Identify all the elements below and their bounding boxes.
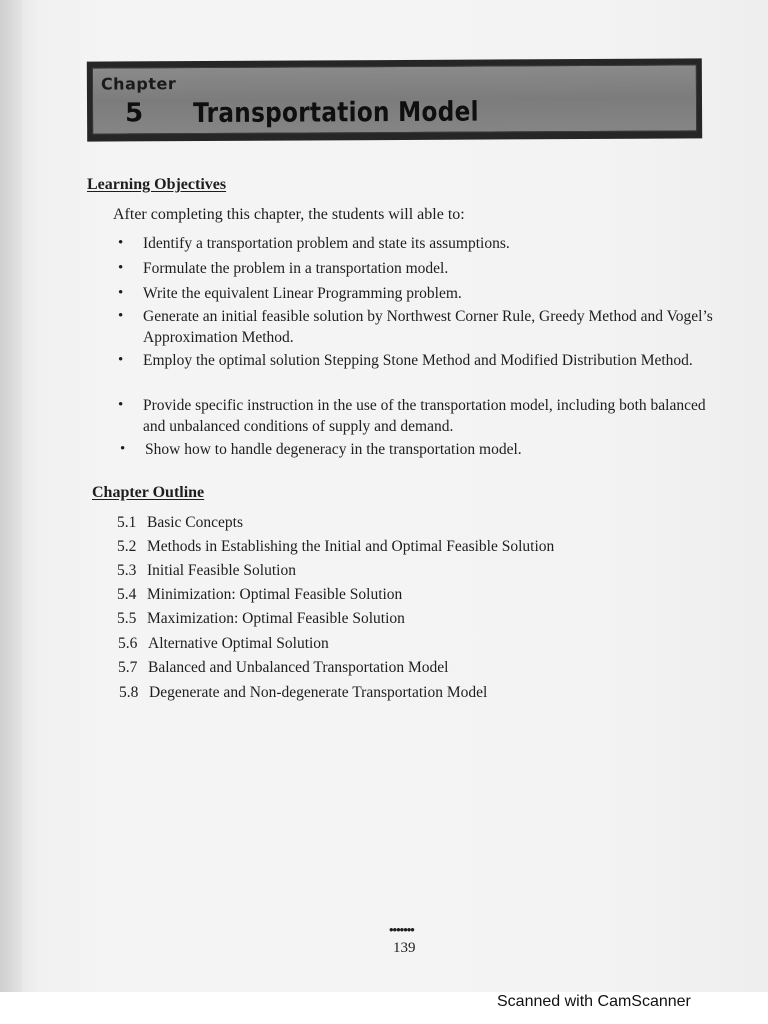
- objective-text: Identify a transportation problem and state its assumptions.: [143, 235, 510, 252]
- bullet-icon: •: [118, 260, 124, 276]
- outline-item: [117, 514, 243, 532]
- outline-item: [119, 684, 487, 702]
- page-number: 139: [393, 940, 416, 956]
- outline-title: Alternative Optimal Solution: [148, 635, 329, 652]
- outline-number: 5.2: [117, 538, 137, 555]
- outline-number: 5.3: [117, 562, 137, 579]
- objective-item: [118, 233, 713, 254]
- learning-objectives-heading: Learning Objectives: [87, 176, 227, 193]
- outline-item: [118, 635, 329, 653]
- page-number-dots: •••••••: [389, 922, 414, 937]
- objective-item: [118, 258, 713, 279]
- chapter-number: 5: [124, 98, 144, 129]
- outline-number: 5.8: [119, 684, 139, 701]
- outline-number: 5.1: [117, 514, 137, 531]
- outline-item: [117, 538, 554, 556]
- chapter-outline-heading: Chapter Outline: [92, 484, 205, 501]
- bullet-icon: •: [118, 397, 124, 413]
- outline-number: 5.5: [117, 610, 137, 627]
- bullet-icon: •: [120, 441, 126, 457]
- objective-item: [118, 395, 713, 437]
- outline-item: [117, 562, 296, 580]
- chapter-title: Transportation Model: [192, 96, 479, 130]
- objective-text: Show how to handle degeneracy in the transportation model.: [145, 441, 522, 458]
- outline-title: Basic Concepts: [147, 514, 243, 531]
- objective-item: [118, 283, 713, 304]
- outline-number: 5.6: [118, 635, 138, 652]
- outline-title: Degenerate and Non-degenerate Transportation Model: [149, 684, 488, 701]
- objective-text: Generate an initial feasible solution by Northwest Corner Rule, Greedy Method and Vogel’s Approximation Method.: [143, 308, 713, 346]
- outline-item: [117, 586, 402, 604]
- objective-text: Formulate the problem in a transportation model.: [143, 260, 449, 277]
- outline-title: Maximization: Optimal Feasible Solution: [147, 610, 405, 627]
- objective-text: Provide specific instruction in the use of the transportation model, including both balanced and unbalanced conditions of supply and demand.: [143, 397, 706, 435]
- chapter-label: Chapter: [100, 74, 177, 94]
- objective-item: [118, 350, 713, 371]
- bullet-icon: •: [118, 285, 124, 301]
- chapter-banner: [87, 58, 702, 141]
- bullet-icon: •: [118, 308, 124, 324]
- outline-item: [118, 659, 448, 677]
- outline-title: Minimization: Optimal Feasible Solution: [147, 586, 403, 603]
- page-left-shadow: [0, 0, 22, 992]
- scanner-watermark: Scanned with CamScanner: [497, 993, 691, 1010]
- outline-item: [117, 610, 405, 628]
- outline-number: 5.4: [117, 586, 137, 603]
- objective-text: Employ the optimal solution Stepping Stone Method and Modified Distribution Method.: [143, 352, 693, 369]
- objective-item: [120, 439, 715, 460]
- outline-title: Initial Feasible Solution: [147, 562, 296, 579]
- outline-title: Methods in Establishing the Initial and Optimal Feasible Solution: [147, 538, 555, 555]
- objective-item: [118, 306, 713, 348]
- bullet-icon: •: [118, 352, 124, 368]
- outline-title: Balanced and Unbalanced Transportation Model: [148, 659, 449, 676]
- objectives-intro: After completing this chapter, the students will able to:: [113, 206, 465, 223]
- objective-text: Write the equivalent Linear Programming problem.: [143, 285, 462, 302]
- bullet-icon: •: [118, 235, 124, 251]
- outline-number: 5.7: [118, 659, 138, 676]
- chapter-banner-inner: [92, 64, 697, 134]
